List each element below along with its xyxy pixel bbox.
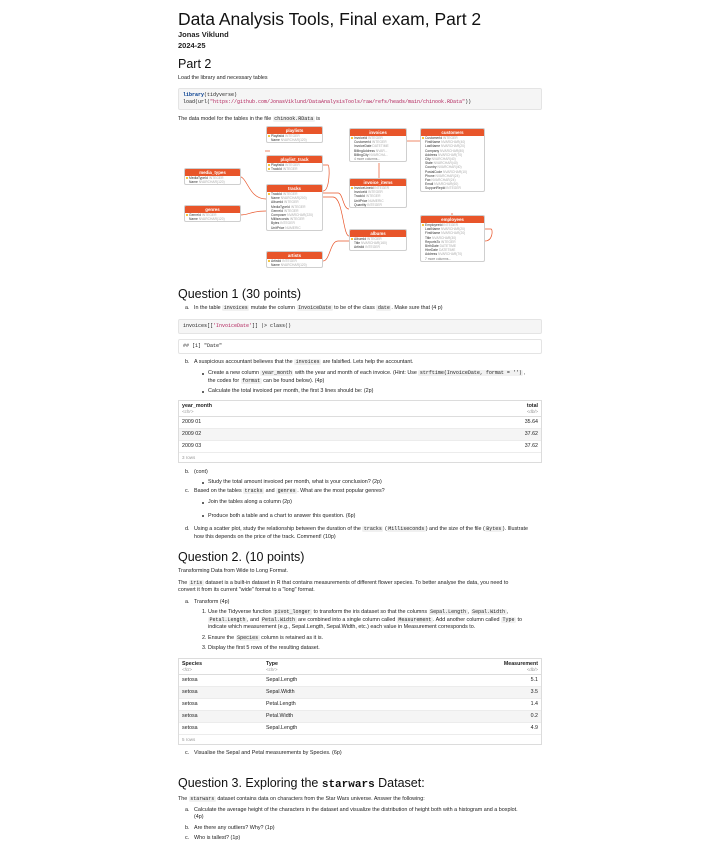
entity-field: PlaylistId INTEGER [267,163,322,167]
q1-list-c [178,488,542,496]
key-icon [268,260,270,262]
entity-header: albums [350,230,406,237]
column-header: Measurement [503,660,538,667]
entity-field: Bytes INTEGER [271,221,295,226]
code-string: "https://github.com/JonasViklund/DataAnalysisTools/raw/refs/heads/main/chinook.RData" [210,98,466,105]
code-text: load(url( [183,98,211,105]
entity-field: AlbumId INTEGER [271,200,299,205]
entity-field: Name NVARCHAR(120) [189,180,225,185]
part-heading: Part 2 [178,57,212,71]
code-block-load[interactable] [178,88,542,110]
q2-heading: Question 2. (10 points) [178,550,305,564]
entity-field: AlbumId INTEGER [350,237,406,241]
q1-c-bullet: Join the tables along a column (2p) [178,499,542,507]
key-icon [268,164,270,166]
entity-field: Email NVARCHAR(60) [425,182,459,187]
q1-c-bullet: Produce both a table and a chart to answer this question. (6p) [178,513,542,521]
heading-code: starwars [321,779,375,791]
entity-field: LastName NVARCHAR(20) [425,144,466,149]
inline-code: InvoiceDate [298,305,332,311]
iris-long-table [178,658,542,745]
table-footer: 3 rows [182,454,196,460]
intro-text: Load the library and necessary tables [178,75,268,81]
entity-header: invoice_items [350,179,406,186]
q1-item-c: c. Based on the tables tracks and genres . What are the most popular genres? [185,487,385,494]
inline-code: chinook.RData [274,115,314,122]
q1-list-b [178,359,542,367]
entity-field: CustomerId INTEGER [421,136,484,140]
entity-field: BillingAddress NVAR... [354,148,388,153]
q2-item-c: c. Visualise the Sepal and Petal measurements by Species. (6p) [185,749,342,756]
entity-field: Name NVARCHAR(120) [189,217,225,222]
q2-step: 3. Display the first 5 rows of the resulting dataset. [202,645,320,651]
relation-line [323,197,349,236]
data-model-text: The data model for the tables in the file chinook.RData is [178,115,321,122]
key-icon [186,177,188,179]
q1-list-d [178,526,542,541]
column-type: <chr> [179,409,415,417]
q2-list-c [178,750,542,758]
question-1 [178,287,542,541]
entity-field: InvoiceId INTEGER [350,136,406,140]
table-row: setosa Sepal.Length 5.1 [179,674,541,686]
key-icon [422,224,424,226]
q3-list [178,807,542,843]
q1-item-d: d. Using a scatter plot, study the relationship between the duration of the tracks ( Milliseconds ) and the size of the file ( Bytes ). Illustrate how this depends on the price of the track. Comment! (10p) [185,526,528,540]
entity-customers [420,128,485,192]
q1-list-a [178,305,542,313]
entity-albums [349,229,407,251]
entity-field: Fax NVARCHAR(24) [425,178,456,183]
code-output: ## [1] "Date" [178,339,542,354]
relation-line [323,165,329,191]
column-type: <fct> [179,667,263,675]
date: 2024-25 [178,41,206,50]
q1-list-b2 [178,469,542,477]
year-month-table [178,400,542,463]
entity-playlists [266,126,323,143]
key-icon [268,168,270,170]
key-icon [268,193,270,195]
entity-field: ReportsTo INTEGER [425,239,456,244]
entity-header: invoices [350,129,406,136]
table-row: 2009 01 35.64 [179,416,541,428]
table-row: setosa Petal.Width 0.2 [179,710,541,722]
entity-field: TrackId INTEGER [267,167,322,171]
q3-item-b: b. Are there any outliers? Why? (1p) [185,824,275,831]
table-row: setosa Sepal.Length 4.9 [179,722,541,734]
entity-genres [184,205,241,222]
entity-field: TrackId INTEGER [354,194,381,199]
entity-field: ArtistId INTEGER [267,259,322,263]
column-header: Type [266,660,278,667]
entity-field: SupportRepId INTEGER [425,186,461,191]
q2-step: 1. Use the Tidyverse function pivot_longer to transform the iris dataset so that the columns Sepal.Length , Sepal.Width , Petal.Length , and Petal.Width are combined into a single column called Measurement . Add another column called Type to indicate which measurement (e.g., Sepal.Length, Sepal.Width, etc.) each value in Measurement corresponds to. [202,609,522,630]
key-icon [268,135,270,137]
entity-header: artists [267,252,322,259]
key-icon [186,214,188,216]
entity-field: TrackId INTEGER [267,192,322,196]
code-text: )) [465,98,472,105]
table-footer: 5 rows [182,736,196,742]
entity-more-columns: 7 more columns... [425,256,452,261]
q2-steps [178,609,542,653]
inline-code: invoices [223,305,248,311]
entity-field: City NVARCHAR(40) [425,157,456,162]
entity-field: Name NVARCHAR(200) [271,196,307,201]
entity-field: Name NVARCHAR(120) [271,138,307,143]
key-icon [351,137,353,139]
entity-field: ArtistId INTEGER [354,245,380,250]
entity-field: Phone NVARCHAR(24) [425,173,460,178]
q2-list-a [178,599,542,607]
entity-header: playlists [267,127,322,134]
q1-heading: Question 1 (30 points) [178,287,301,301]
entity-header: playlist_track [267,156,322,163]
table-row: setosa Petal.Length 1.4 [179,698,541,710]
question-3 [178,776,542,843]
column-type: <dbl> [397,667,541,675]
entity-field: Company NVARCHAR(80) [425,148,465,153]
entity-more-columns: 4 more columns... [354,157,381,162]
q3-intro: The starwars dataset contains data on characters from the Star Wars universe. Answer the following: [178,796,425,802]
entity-field: InvoiceLineId INTEGER [350,186,406,190]
document-title: Data Analysis Tools, Final exam, Part 2 [178,9,482,29]
entity-header: media_types [185,169,240,176]
q1-b2-bullets [178,479,542,487]
column-header: total [526,402,538,409]
column-header: Species [182,660,203,667]
column-type: <chr> [263,667,397,675]
column-header: year_month [182,402,213,409]
entity-field: FirstName NVARCHAR(20) [425,231,466,236]
code-keyword: library [183,91,205,98]
q1-b-bullet: Create a new column year_month with the year and month of each invoice. (Hint: Use strftime(InvoiceDate, format = '') , the codes for format can be found below). (4p) [178,370,542,385]
entity-header: employees [421,216,484,223]
table-row: 2009 03 37.62 [179,440,541,452]
author: Jonas Viklund [178,30,229,39]
entity-field: CustomerId INTEGER [354,140,387,145]
q2-intro: Transforming Data from Wide to Long Format. [178,568,289,574]
code-text: (tidyverse) [204,91,238,98]
entity-field: UnitPrice NUMERIC [271,225,301,230]
entity-field: HireDate DATETIME [425,248,456,253]
q1-b-bullets [178,370,542,396]
entity-field: PostalCode NVARCHAR(10) [425,169,468,174]
q1-b2-bullet: Study the total amount invoiced per month, what is your conclusion? (2p) [178,479,542,487]
entity-employees [420,215,485,262]
entity-artists [266,251,323,268]
entity-field: Quantity INTEGER [354,202,382,207]
key-icon [422,137,424,139]
question-2 [178,550,542,757]
key-icon [351,187,353,189]
entity-field: Composer NVARCHAR(220) [271,213,314,218]
entity-field: State NVARCHAR(40) [425,161,458,166]
relation-line [323,241,349,261]
entity-field: MediaTypeId INTEGER [185,176,240,180]
code-block-class-check[interactable]: invoices[['InvoiceDate']] |> class() [178,319,542,334]
entity-field: GenreId INTEGER [185,213,240,217]
table-row: 2009 02 37.62 [179,428,541,440]
entity-field: PlaylistId INTEGER [267,134,322,138]
q3-item-c: c. Who is tallest? (1p) [185,835,241,841]
entity-field: Name NVARCHAR(120) [271,263,307,268]
q1-item-b-cont: b. (cont) [185,468,208,475]
entity-field: Title NVARCHAR(160) [354,241,387,246]
entity-field: Address NVARCHAR(70) [425,252,463,257]
q3-heading: Question 3. Exploring the starwars Dataset: [178,776,425,791]
er-diagram [178,121,542,271]
entity-invoices [349,128,407,162]
q1-item-b: b. A suspicious accountant believes that the invoices are falsified. Lets help the accountant. [185,358,414,365]
q2-step: 2. Ensure the Species column is retained as it is. [202,634,324,641]
entity-field: MediaTypeId INTEGER [271,204,306,209]
inline-code: invoices [295,358,320,365]
q3-item-a: a. Calculate the average height of the characters in the dataset and visualize the distribution of height both with a histogram and a boxplot. (4p) [185,806,518,820]
entity-header: tracks [267,185,322,192]
q2-paragraph: The iris dataset is a built-in dataset in R that contains measurements of different flower species. To better analyse the data, you need to convert it from its current "wide" format to a "long" format. [178,579,509,593]
entity-field: InvoiceId INTEGER [354,190,383,195]
entity-field: EmployeeId INTEGER [421,223,484,227]
column-type: <dbl> [415,409,541,417]
entity-field: Address NVARCHAR(70) [425,152,463,157]
entity-header: genres [185,206,240,213]
code-string: 'InvoiceDate' [213,322,253,329]
inline-code: date [377,305,390,311]
entity-field: BirthDate DATETIME [425,244,457,249]
entity-media-types [184,168,241,185]
entity-field: LastName NVARCHAR(20) [425,227,466,232]
entity-header: customers [421,129,484,136]
entity-field: GenreId INTEGER [271,208,299,213]
entity-invoice-items [349,178,407,208]
entity-playlist-track [266,155,323,172]
entity-field: Milliseconds INTEGER [271,217,305,222]
entity-tracks [266,184,323,231]
entity-field: FirstName NVARCHAR(40) [425,140,466,145]
q2-item-a: a. Transform (4p) [185,598,230,605]
document-page [178,0,542,841]
q1-c-bullets [178,499,542,520]
entity-field: UnitPrice NUMERIC [354,198,384,203]
key-icon [351,238,353,240]
table-row: setosa Sepal.Width 3.5 [179,686,541,698]
entity-field: BillingCity NVARCHA... [354,152,389,157]
q1-item-a: a. In the table invoices mutate the column InvoiceDate to be of the class date . Make sure that (4 p) [185,305,443,311]
q1-b-bullet: Calculate the total invoiced per month, the first 3 lines should be: (2p) [178,388,542,396]
entity-field: Country NVARCHAR(40) [425,165,462,170]
entity-field: InvoiceDate DATETIME [354,144,389,149]
relation-line [323,193,349,209]
relation-line [485,229,492,241]
entity-field: Title NVARCHAR(30) [425,235,457,240]
